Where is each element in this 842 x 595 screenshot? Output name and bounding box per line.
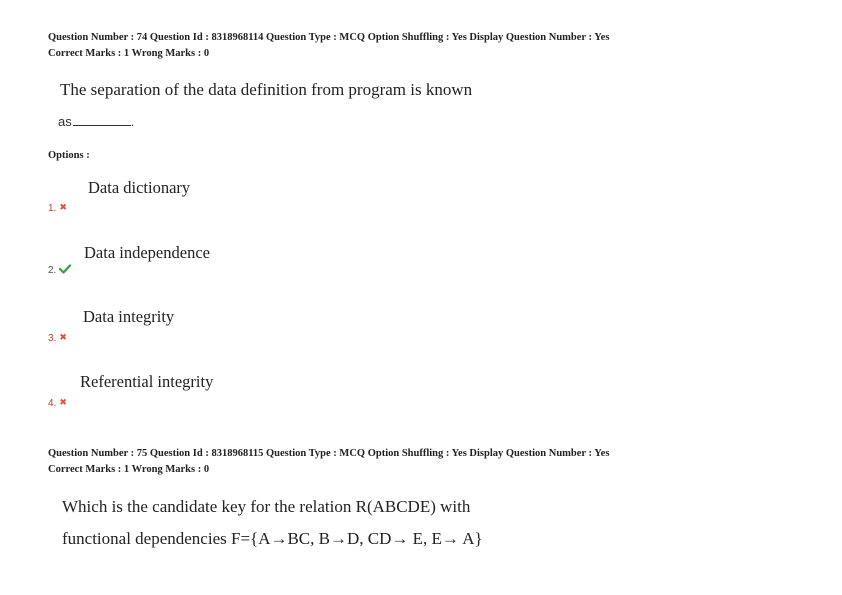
q75-question-text: Which is the candidate key for the relation R(ABCDE) with [62, 497, 471, 516]
q74-as-prefix: as [58, 114, 72, 129]
q74-question-text: The separation of the data definition from program is known [60, 80, 473, 99]
q74-meta-line2: Correct Marks : 1 Wrong Marks : 0 [48, 48, 210, 59]
option-4-number-label: 4. [48, 398, 57, 409]
option-2-text: Data independence [84, 243, 210, 262]
cross-icon: ✖ [59, 397, 67, 407]
check-icon [59, 264, 71, 277]
options-label: Options : [48, 150, 90, 161]
option-2-number-label: 2. [48, 265, 57, 276]
option-1-number [48, 202, 67, 214]
q75-meta-line2: Correct Marks : 1 Wrong Marks : 0 [48, 464, 210, 475]
q75-question-text-cont: functional dependencies F={A→BC, B→D, CD→ E, E→ A} [62, 529, 483, 548]
q74-as-suffix: . [130, 114, 135, 129]
option-1-number-label: 1. [48, 203, 57, 214]
option-2-number [48, 264, 71, 277]
answer-blank [73, 114, 131, 126]
q75-meta-line1: Question Number : 75 Question Id : 8318968115 Question Type : MCQ Option Shuffling : Yes Display Question Number : Yes [48, 448, 610, 459]
option-3-number [48, 332, 67, 344]
cross-icon: ✖ [59, 202, 67, 212]
option-4-text: Referential integrity [80, 372, 214, 391]
option-3-number-label: 3. [48, 333, 57, 344]
option-3-text: Data integrity [83, 307, 175, 326]
option-4-number [48, 397, 67, 409]
cross-icon: ✖ [59, 332, 67, 342]
q74-meta-line1: Question Number : 74 Question Id : 8318968114 Question Type : MCQ Option Shuffling : Yes Display Question Number : Yes [48, 32, 610, 43]
q74-question-text-cont [58, 114, 134, 129]
option-1-text: Data dictionary [88, 178, 191, 197]
